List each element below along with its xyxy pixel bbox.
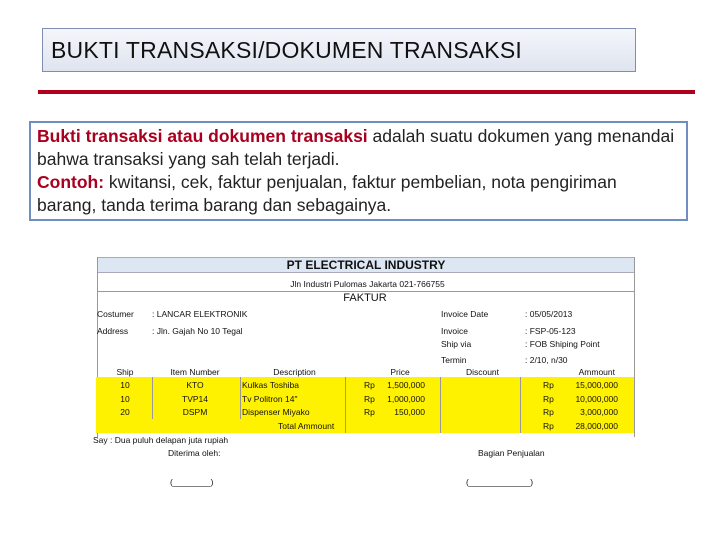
row-price-currency: Rp <box>364 380 375 390</box>
row-amount-currency: Rp <box>543 407 554 417</box>
definition-box <box>29 121 688 221</box>
row-item: KTO <box>186 380 204 390</box>
row-item: DSPM <box>182 407 208 417</box>
row-item: TVP14 <box>182 394 208 404</box>
signature-left: (________) <box>170 477 214 487</box>
table-col-divider <box>520 377 521 433</box>
invoice-company: PT ELECTRICAL INDUSTRY <box>97 257 635 273</box>
total-label: Total Ammount <box>278 421 335 431</box>
row-price-currency: Rp <box>364 394 375 404</box>
termin-value: : 2/10, n/30 <box>525 355 568 365</box>
invoice-right-border <box>634 257 635 437</box>
row-description: Kulkas Toshiba <box>242 380 300 390</box>
row-amount-currency: Rp <box>543 380 554 390</box>
row-amount: 10,000,000 <box>575 394 618 404</box>
col-description-header: Description <box>273 367 316 377</box>
col-ship-header: Ship <box>116 367 134 377</box>
signature-right: (_____________) <box>466 477 534 487</box>
termin-label: Termin <box>441 355 467 365</box>
ship-via-label: Ship via <box>441 339 472 349</box>
address-label: Address <box>97 326 129 336</box>
title-divider <box>38 90 695 94</box>
invoice-date-value: : 05/05/2013 <box>525 309 573 319</box>
row-ship: 20 <box>120 407 130 417</box>
address-value: : Jln. Gajah No 10 Tegal <box>152 326 243 336</box>
col-discount-header: Discount <box>465 367 500 377</box>
row-amount: 3,000,000 <box>580 407 618 417</box>
row-price: 1,000,000 <box>387 394 425 404</box>
example-text: kwitansi, cek, faktur penjualan, faktur pembelian, nota pengiriman barang, tanda terima barang dan sebagainya. <box>37 172 617 215</box>
invoice-number-label: Invoice <box>441 326 468 336</box>
row-description: Dispenser Miyako <box>242 407 310 417</box>
row-amount: 15,000,000 <box>575 380 618 390</box>
sales-dept-label: Bagian Penjualan <box>478 448 545 458</box>
definition-text: adalah suatu dokumen yang menandai bahwa transaksi yang sah telah terjadi. <box>37 126 675 169</box>
row-price: 150,000 <box>394 407 425 417</box>
col-price-header: Price <box>390 367 410 377</box>
say-amount-text: Say : Dua puluh delapan juta rupiah <box>93 435 229 445</box>
example-label: Contoh: <box>37 172 105 192</box>
row-ship: 10 <box>120 380 130 390</box>
total-currency: Rp <box>543 421 554 431</box>
col-item-header: Item Number <box>170 367 220 377</box>
slide-title: BUKTI TRANSAKSI/DOKUMEN TRANSAKSI <box>51 36 522 63</box>
ship-via-value: : FOB Shiping Point <box>525 339 600 349</box>
invoice-date-label: Invoice Date <box>441 309 489 319</box>
col-amount-header: Ammount <box>578 367 615 377</box>
invoice-doc-title: FAKTUR <box>343 292 387 304</box>
definition-term: Bukti transaksi atau dokumen transaksi <box>37 126 368 146</box>
row-amount-currency: Rp <box>543 394 554 404</box>
table-col-divider <box>440 377 441 433</box>
customer-value: : LANCAR ELEKTRONIK <box>152 309 248 319</box>
table-col-divider <box>240 377 241 419</box>
slide-title-box <box>42 28 636 72</box>
row-ship: 10 <box>120 394 130 404</box>
row-description: Tv Politron 14" <box>242 394 298 404</box>
invoice-number-value: : FSP-05-123 <box>525 326 576 336</box>
row-price: 1,500,000 <box>387 380 425 390</box>
customer-label: Costumer <box>97 309 134 319</box>
row-price-currency: Rp <box>364 407 375 417</box>
received-by-label: Diterima oleh: <box>168 448 221 458</box>
table-col-divider <box>152 377 153 419</box>
table-col-divider <box>345 377 346 433</box>
invoice-address: Jln Industri Pulomas Jakarta 021-766755 <box>290 279 445 289</box>
total-value: 28,000,000 <box>575 421 618 431</box>
